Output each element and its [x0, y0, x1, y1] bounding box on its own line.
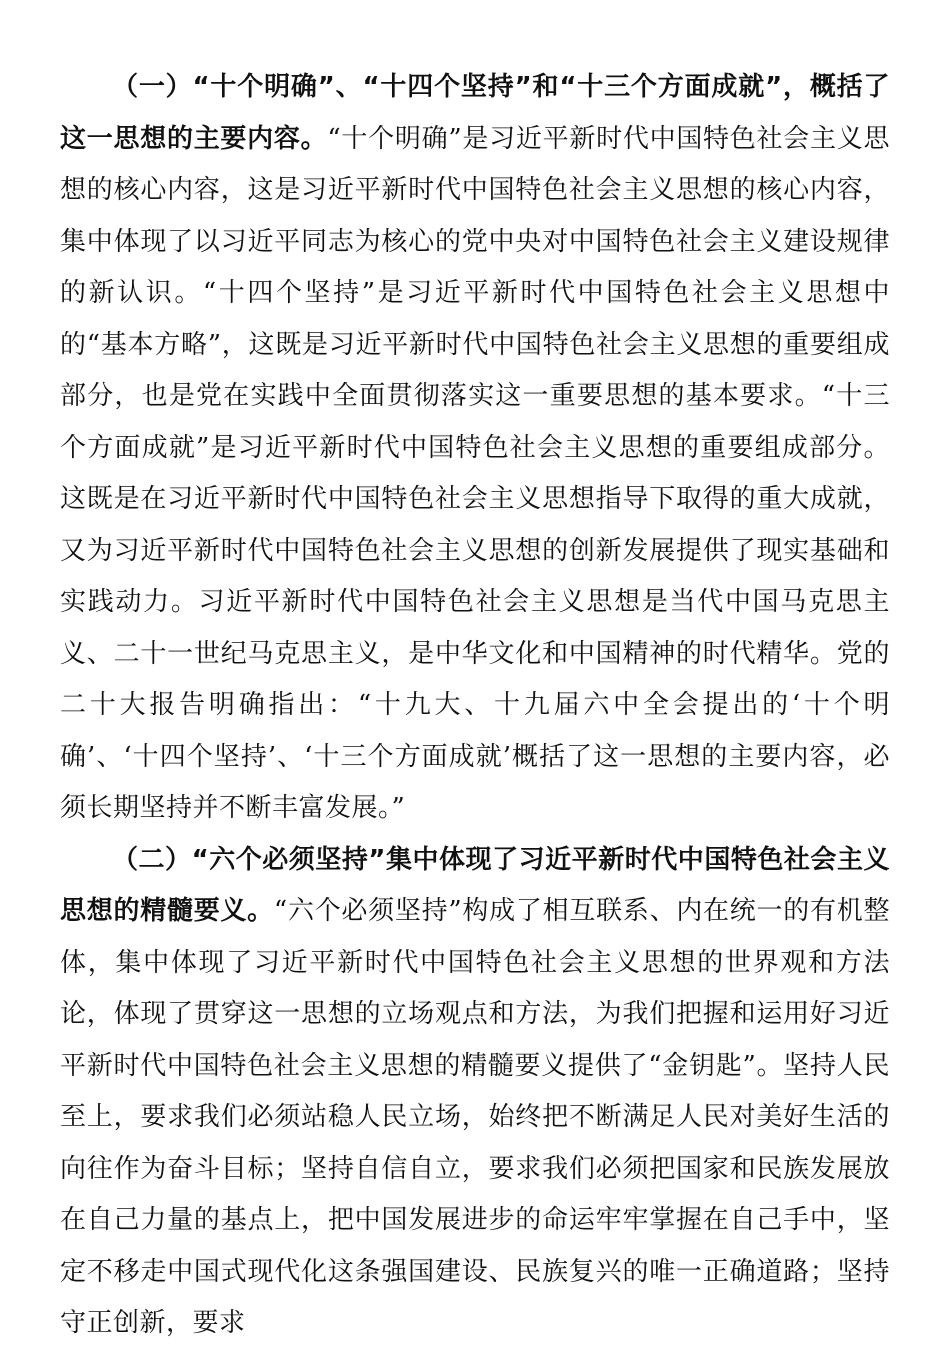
document-body — [60, 62, 890, 1350]
paragraph-2-heading: （二）“六个必须坚持”集中体现了习近平新时代中国特色社会主义思想的精髓要义。 — [60, 844, 890, 926]
paragraph-1 — [60, 62, 890, 835]
paragraph-2-text: “六个必须坚持”构成了相互联系、内在统一的有机整体，集中体现了习近平新时代中国特色社会主义思想的世界观和方法论，体现了贯穿这一思想的立场观点和方法，为我们把握和运用好习近平新时代中国特色社会主义思想的精髓要义提供了“金钥匙”。坚持人民至上，要求我们必须站稳人民立场，始终把不断满足人民对美好生活的向往作为奋斗目标；坚持自信自立，要求我们必须把国家和民族发展放在自己力量的基点上，把中国发展进步的命运牢牢掌握在自己手中，坚定不移走中国式现代化这条强国建设、民族复兴的唯一正确道路；坚持守正创新，要求 — [60, 896, 890, 1338]
paragraph-1-heading: （一）“十个明确”、“十四个坚持”和“十三个方面成就”，概括了这一思想的主要内容。 — [60, 72, 890, 154]
paragraph-2 — [60, 835, 890, 1350]
paragraph-1-text: “十个明确”是习近平新时代中国特色社会主义思想的核心内容，这是习近平新时代中国特色社会主义思想的核心内容，集中体现了以习近平同志为核心的党中央对中国特色社会主义建设规律的新认识。“十四个坚持”是习近平新时代中国特色社会主义思想中的“基本方略”，这既是习近平新时代中国特色社会主义思想的重要组成部分，也是党在实践中全面贯彻落实这一重要思想的基本要求。“十三个方面成就”是习近平新时代中国特色社会主义思想的重要组成部分。这既是在习近平新时代中国特色社会主义思想指导下取得的重大成就，又为习近平新时代中国特色社会主义思想的创新发展提供了现实基础和实践动力。习近平新时代中国特色社会主义思想是当代中国马克思主义、二十一世纪马克思主义，是中华文化和中国精神的时代精华。党的二十大报告明确指出：“十九大、十九届六中全会提出的‘十个明确’、‘十四个坚持’、‘十三个方面成就’概括了这一思想的主要内容，必须长期坚持并不断丰富发展。” — [60, 123, 890, 823]
